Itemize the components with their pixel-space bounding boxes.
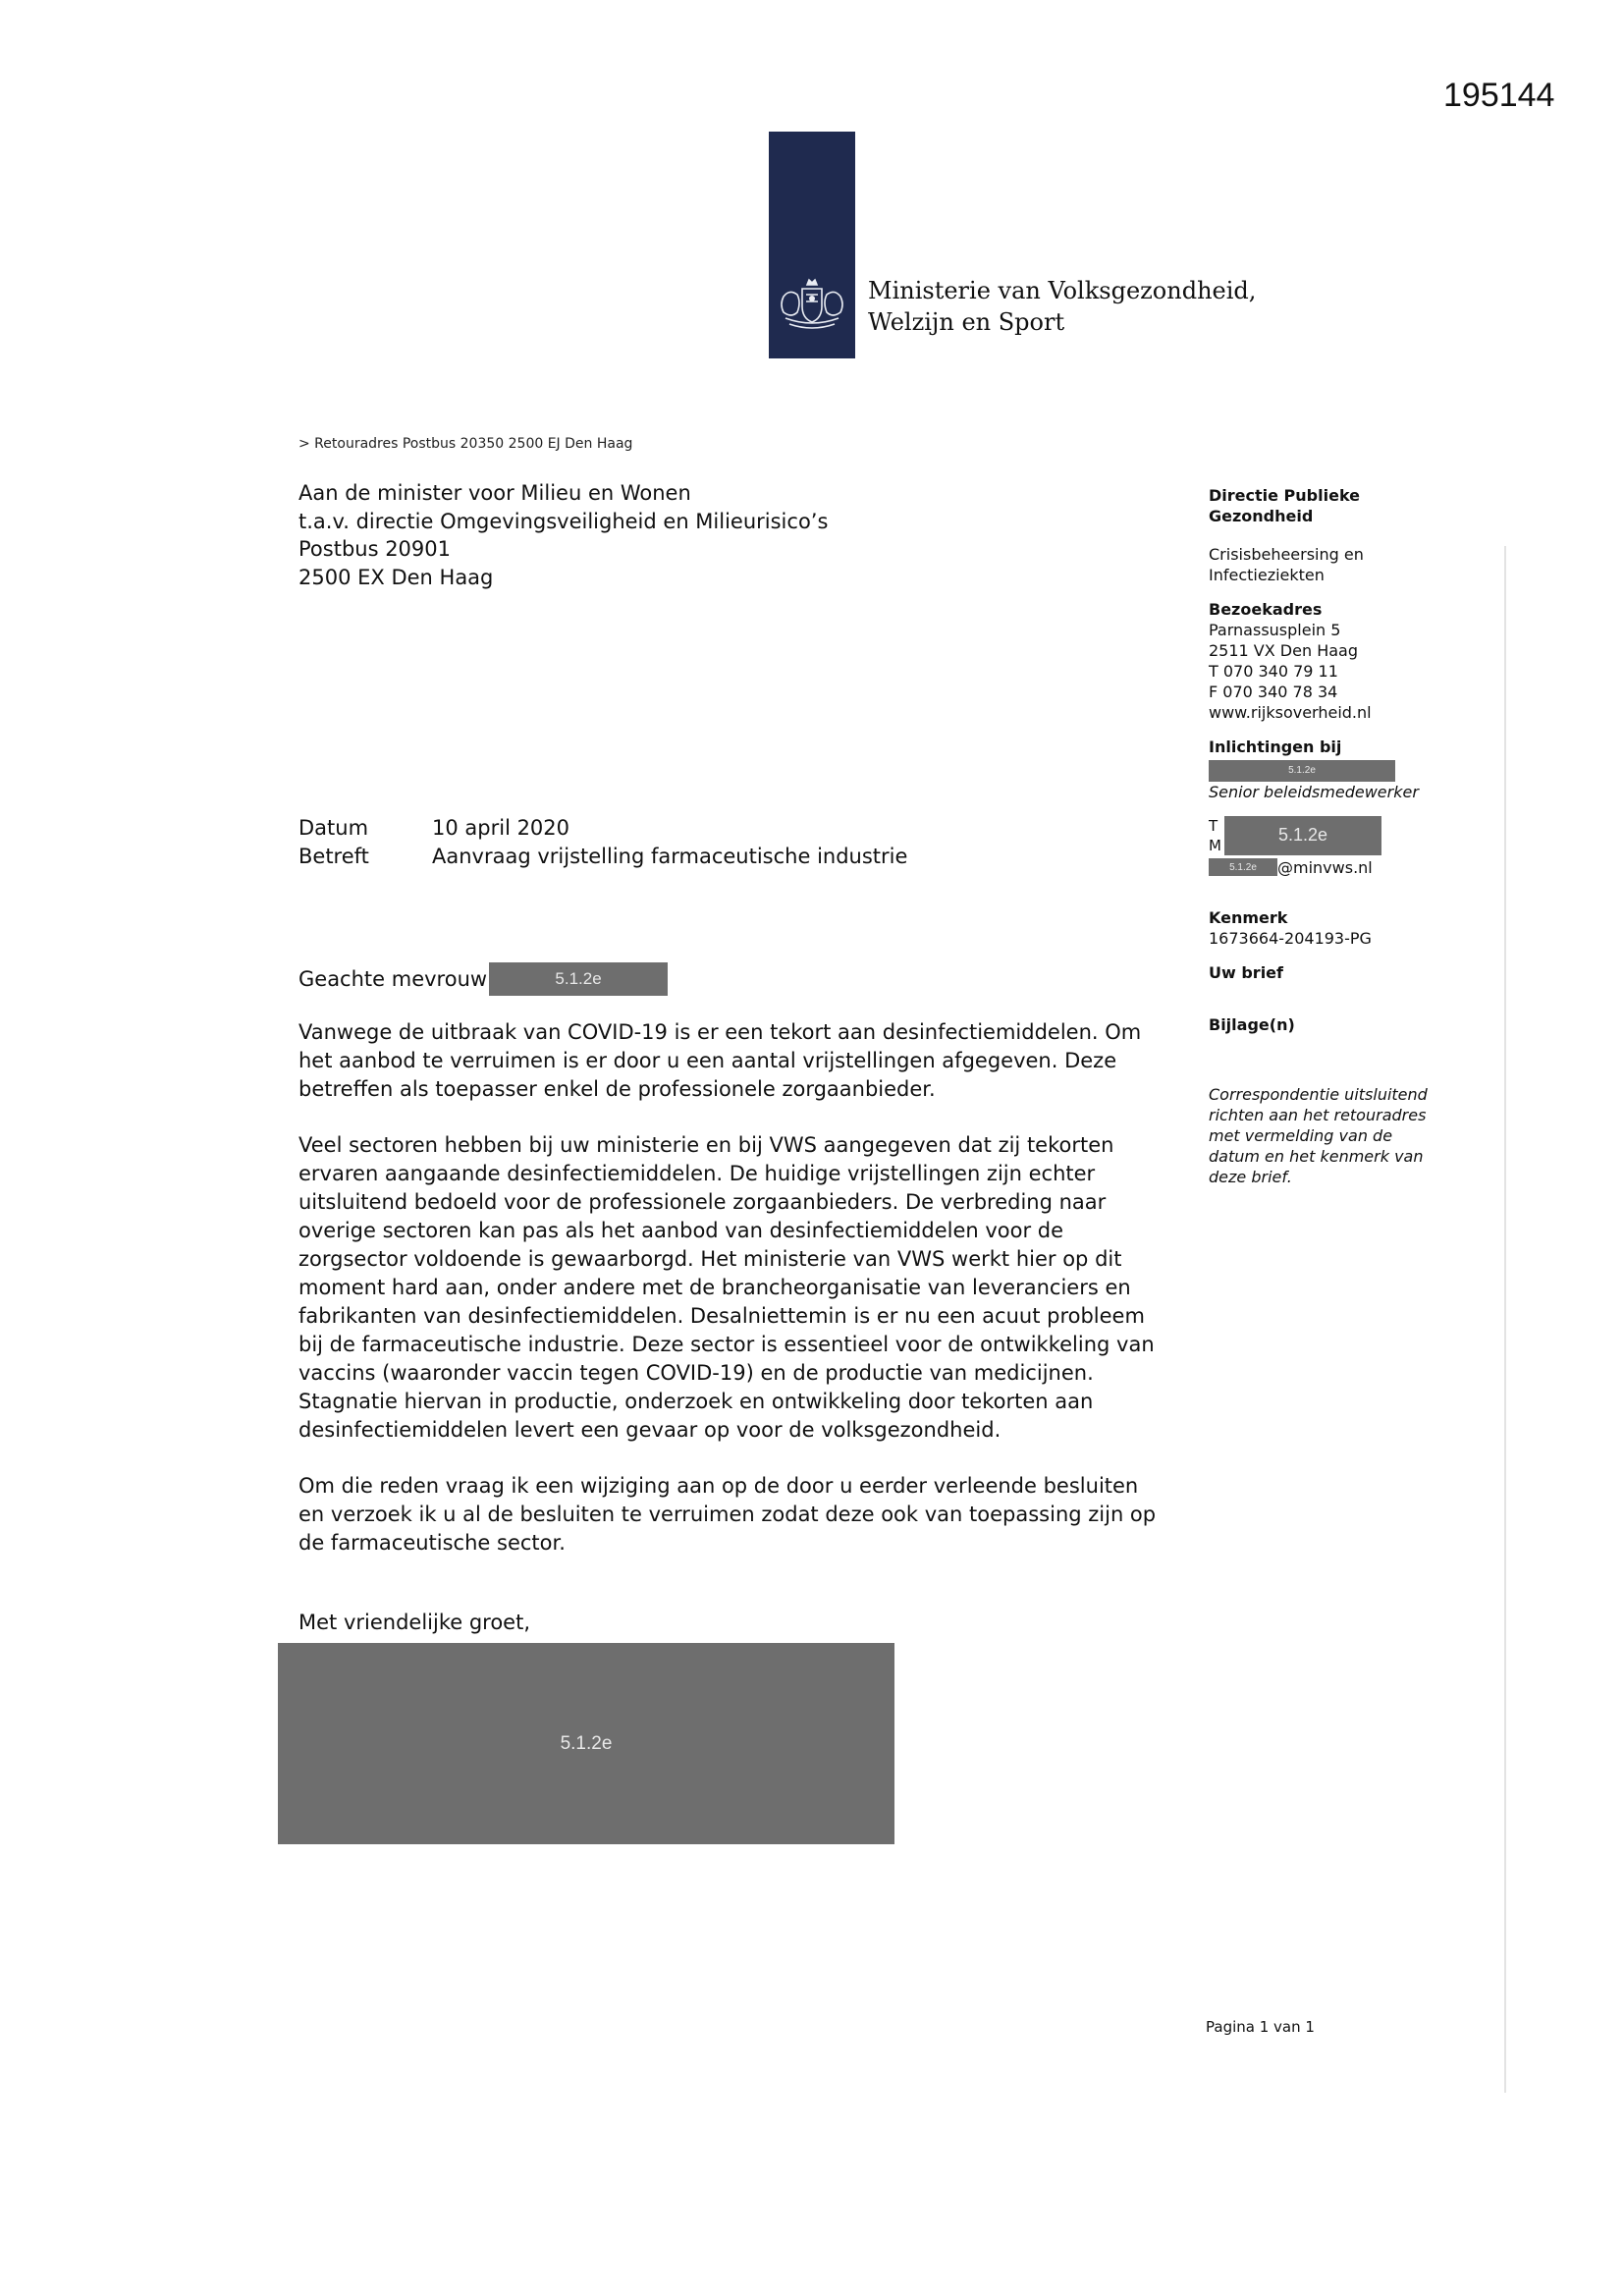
body-line: Om die reden vraag ik een wijziging aan op de door u eerder verleende besluiten: [298, 1474, 1139, 1498]
ministry-name-line2: Welzijn en Sport: [868, 308, 1065, 336]
subject-value: Aanvraag vrijstelling farmaceutische industrie: [432, 845, 908, 868]
date-row: [298, 814, 907, 843]
sender-sidebar: [1209, 485, 1493, 1187]
ministry-name: [868, 275, 1256, 338]
redaction-box: 5.1.2e: [1209, 858, 1277, 876]
body-line: Veel sectoren hebben bij uw ministerie en bij VWS aangegeven dat zij tekorten: [298, 1133, 1114, 1157]
contact-role: Senior beleidsmedewerker: [1209, 782, 1419, 801]
visit-phone: T 070 340 79 11: [1209, 662, 1338, 681]
visit-fax: F 070 340 78 34: [1209, 683, 1338, 701]
body-line: vaccins (waaronder vaccin tegen COVID-19) en de productie van medicijnen.: [298, 1361, 1094, 1385]
body-line: Vanwege de uitbraak van COVID-19 is er een tekort aan desinfectiemiddelen. Om: [298, 1020, 1142, 1044]
body-line: desinfectiemiddelen levert een gevaar op voor de volksgezondheid.: [298, 1418, 1001, 1442]
closing: Met vriendelijke groet,: [298, 1611, 531, 1634]
note-line: deze brief.: [1209, 1167, 1292, 1186]
ministry-name-line1: Ministerie van Volksgezondheid,: [868, 277, 1257, 304]
subject-row: [298, 843, 907, 871]
body-line: het aanbod te verruimen is er door u een aantal vrijstellingen afgegeven. Deze: [298, 1049, 1117, 1072]
phone-prefixes: [1209, 816, 1224, 855]
date-label: Datum: [298, 816, 369, 840]
correspondence-note: [1209, 1084, 1493, 1187]
body-line: overige sectoren kan pas als het aanbod van desinfectiemiddelen voor de: [298, 1219, 1064, 1242]
visit-address-label: Bezoekadres: [1209, 600, 1323, 619]
reference-label: Kenmerk: [1209, 907, 1288, 927]
body-line: zorgsector voldoende is gewaarborgd. Het ministerie van VWS werkt hier op dit: [298, 1247, 1122, 1271]
subject-label: Betreft: [298, 845, 369, 868]
salutation-text: Geachte mevrouw: [298, 967, 488, 991]
note-line: richten aan het retouradres: [1209, 1105, 1427, 1124]
recipient-address: [298, 479, 828, 591]
recipient-line: Aan de minister voor Milieu en Wonen: [298, 481, 691, 505]
body-line: fabrikanten van desinfectiemiddelen. Desalniettemin is er nu een acuut probleem: [298, 1304, 1145, 1328]
body-line: betreffen als toepasser enkel de professionele zorgaanbieder.: [298, 1077, 936, 1101]
body-line: uitsluitend bedoeld voor de professionele zorgaanbieders. De verbreding naar: [298, 1190, 1107, 1214]
phone-prefix-t: T: [1209, 816, 1218, 835]
body-paragraph: [298, 1472, 1182, 1558]
body-line: Stagnatie hiervan in productie, onderzoek en ontwikkeling door tekorten aan: [298, 1390, 1094, 1413]
recipient-line: t.a.v. directie Omgevingsveiligheid en Milieurisico’s: [298, 509, 829, 533]
scan-margin-line: [1504, 546, 1506, 2093]
contact-email-row: [1209, 857, 1493, 878]
document-number: 195144: [1443, 77, 1555, 114]
body-line: bij de farmaceutische industrie. Deze sector is essentieel voor de ontwikkeling van: [298, 1333, 1155, 1356]
salutation: [298, 962, 668, 996]
body-line: de farmaceutische sector.: [298, 1531, 566, 1555]
info-label: Inlichtingen bij: [1209, 738, 1342, 756]
page-number: Pagina 1 van 1: [1206, 2018, 1315, 2036]
royal-coat-of-arms-icon: [772, 275, 852, 336]
visit-website: www.rijksoverheid.nl: [1209, 703, 1372, 722]
your-letter-label: Uw brief: [1209, 962, 1283, 982]
reference-value: 1673664-204193-PG: [1209, 928, 1372, 948]
letter-meta: [298, 814, 907, 871]
date-value: 10 april 2020: [432, 816, 570, 840]
return-address: > Retouradres Postbus 20350 2500 EJ Den Haag: [298, 436, 633, 452]
body-line: moment hard aan, onder andere met de brancheorganisatie van leveranciers en: [298, 1276, 1131, 1299]
recipient-line: Postbus 20901: [298, 537, 451, 561]
body-line: ervaren aangaande desinfectiemiddelen. De huidige vrijstellingen zijn echter: [298, 1162, 1096, 1185]
email-domain: @minvws.nl: [1277, 857, 1373, 877]
body-paragraph: [298, 1018, 1182, 1104]
directorate-line: Directie Publieke: [1209, 486, 1360, 505]
signature-redaction-box: 5.1.2e: [278, 1643, 894, 1844]
recipient-line: 2500 EX Den Haag: [298, 565, 494, 589]
department-line: Crisisbeheersing en: [1209, 545, 1364, 564]
redaction-box: 5.1.2e: [489, 962, 668, 996]
redaction-box: 5.1.2e: [1209, 760, 1395, 782]
phone-prefix-m: M: [1209, 836, 1221, 854]
note-line: met vermelding van de: [1209, 1125, 1393, 1145]
visit-city: 2511 VX Den Haag: [1209, 641, 1358, 660]
letter-body: [298, 1018, 1182, 1585]
department-line: Infectieziekten: [1209, 566, 1325, 584]
visit-street: Parnassusplein 5: [1209, 621, 1341, 639]
body-line: en verzoek ik u al de besluiten te verruimen zodat deze ook van toepassing zijn op: [298, 1503, 1157, 1526]
contact-phone-row: [1209, 816, 1493, 855]
body-paragraph: [298, 1131, 1182, 1445]
attachments-label: Bijlage(n): [1209, 1014, 1295, 1034]
directorate-line: Gezondheid: [1209, 507, 1314, 525]
note-line: datum en het kenmerk van: [1209, 1146, 1424, 1166]
redaction-box: 5.1.2e: [1224, 816, 1381, 855]
note-line: Correspondentie uitsluitend: [1209, 1084, 1428, 1104]
